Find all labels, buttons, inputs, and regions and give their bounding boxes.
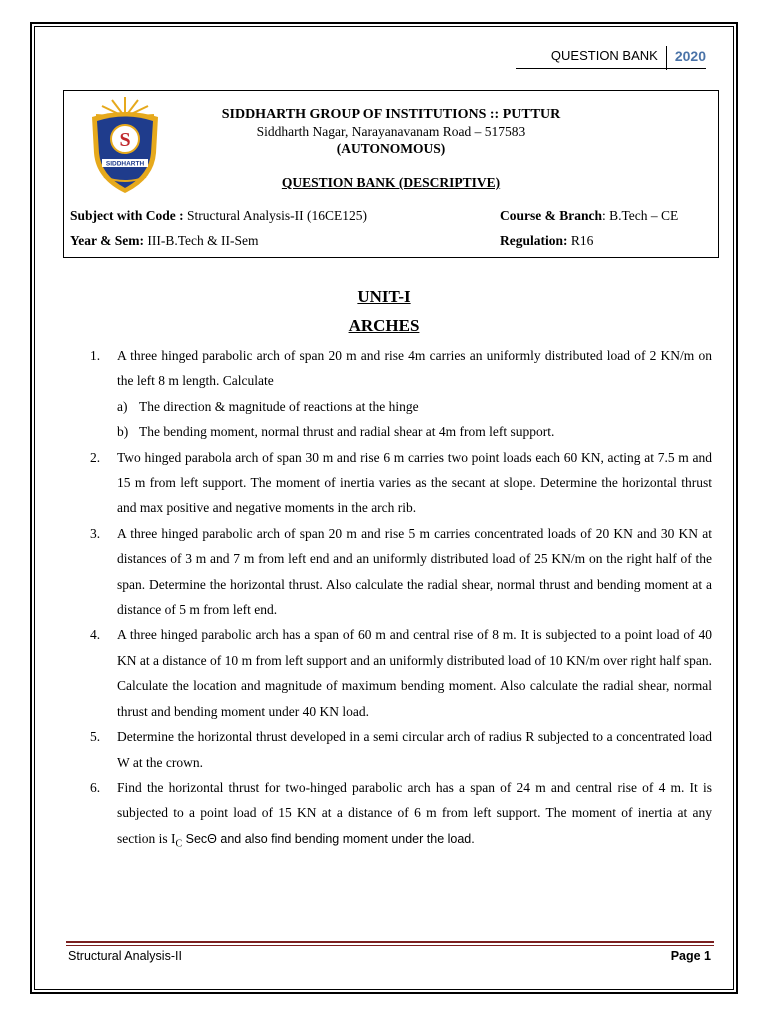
year-label: Year & Sem: [70,233,144,248]
question-list [90,343,712,857]
question-item [90,622,712,724]
institution-address: Siddharth Nagar, Narayanavanam Road – 517583 [256,124,526,139]
sub-question-label: b) [117,424,129,440]
course-field [500,208,712,224]
document-title: QUESTION BANK (DESCRIPTIVE) [281,175,501,190]
course-label: Course & Branch [500,208,602,223]
subject-label: Subject with Code : [70,208,184,223]
section-title: ARCHES [348,316,420,335]
question-text: A three hinged parabolic arch of span 20 m and rise 5 m carries concentrated loads of 20 KN and 30 KN at distances of 3 m and 7 m from left end and an uniformly distributed load of 25 KN/m on the right half of the span. Determine the horizontal thrust. Also calculate the radial shear, normal thrust and bending moment at a distance of 5 m from left end. [117,525,712,618]
question-item [90,343,712,445]
footer-rule-thin [66,945,714,946]
institution-name: SIDDHARTH GROUP OF INSTITUTIONS :: PUTTUR [221,107,561,122]
year-regulation-row [70,233,712,249]
question-number: 2. [90,449,101,465]
subject-field [70,208,367,224]
svg-text:S: S [119,129,131,151]
question-text-tail: SecΘ and also find bending moment under the load. [182,831,475,846]
question-number: 6. [90,779,101,795]
sub-question-label: a) [117,398,128,414]
running-header [551,46,706,70]
year-value: III-B.Tech & II-Sem [143,233,259,248]
question-text: Determine the horizontal thrust developed in a semi circular arch of radius R subjected to a concentrated load W at the crown. [117,729,712,770]
institution-status: (AUTONOMOUS) [336,141,446,156]
question-item [90,724,712,775]
footer-rule [66,941,714,943]
course-value: : B.Tech – CE [602,208,679,223]
question-number: 1. [90,348,101,363]
institution-info-box [63,90,719,258]
regulation-label: Regulation: [500,233,568,248]
question-number: 3. [90,525,101,541]
sub-question-item [117,394,712,419]
question-item [90,775,712,857]
header-year: 2020 [674,48,706,64]
question-text: Find the horizontal thrust for two-hinged parabolic arch has a span of 24 m and central rise of 4 m. It is subjected to a point load of 15 KN at a distance of 6 m from left support. The moment of inertia at any section is I [117,779,712,846]
unit-title: UNIT-I [357,287,411,306]
footer-subject: Structural Analysis-II [68,949,182,963]
sub-question-item [117,419,712,444]
footer-page-number: Page 1 [670,949,711,963]
regulation-value: R16 [567,233,594,248]
question-item [90,521,712,623]
question-text: Two hinged parabola arch of span 30 m and rise 6 m carries two point loads each 60 KN, acting at 7.5 m and 15 m from left support. The moment of inertia varies as the secant at slope. Determine the horizontal thrust and max positive and negative moments in the arch rib. [117,449,712,516]
header-rule [516,68,706,69]
subject-value: Structural Analysis-II (16CE125) [183,208,367,223]
subject-course-row [70,208,712,224]
regulation-field [500,233,712,249]
question-text: A three hinged parabolic arch has a span of 60 m and central rise of 8 m. It is subjected to a point load of 40 KN at a distance of 10 m from left support and an uniformly distributed load of 10 KN/m over right half span. Calculate the location and magnitude of maximum bending moment. Also calculate the radial shear, normal thrust and bending moment under 40 KN load. [117,627,712,719]
svg-text:SIDDHARTH: SIDDHARTH [105,160,145,168]
sub-question-list [117,394,712,445]
question-number: 4. [90,627,101,643]
question-text: A three hinged parabolic arch of span 20 m and rise 4m carries an uniformly distributed load of 2 KN/m on the left 8 m length. Calculate [117,348,712,389]
year-field [70,233,259,249]
sub-question-text: The direction & magnitude of reactions at the hinge [139,398,419,414]
sub-question-text: The bending moment, normal thrust and radial shear at 4m from left support. [139,424,555,440]
question-item [90,445,712,521]
subscript-c: C [175,838,183,850]
question-number: 5. [90,729,101,745]
header-label: QUESTION BANK [551,46,667,70]
